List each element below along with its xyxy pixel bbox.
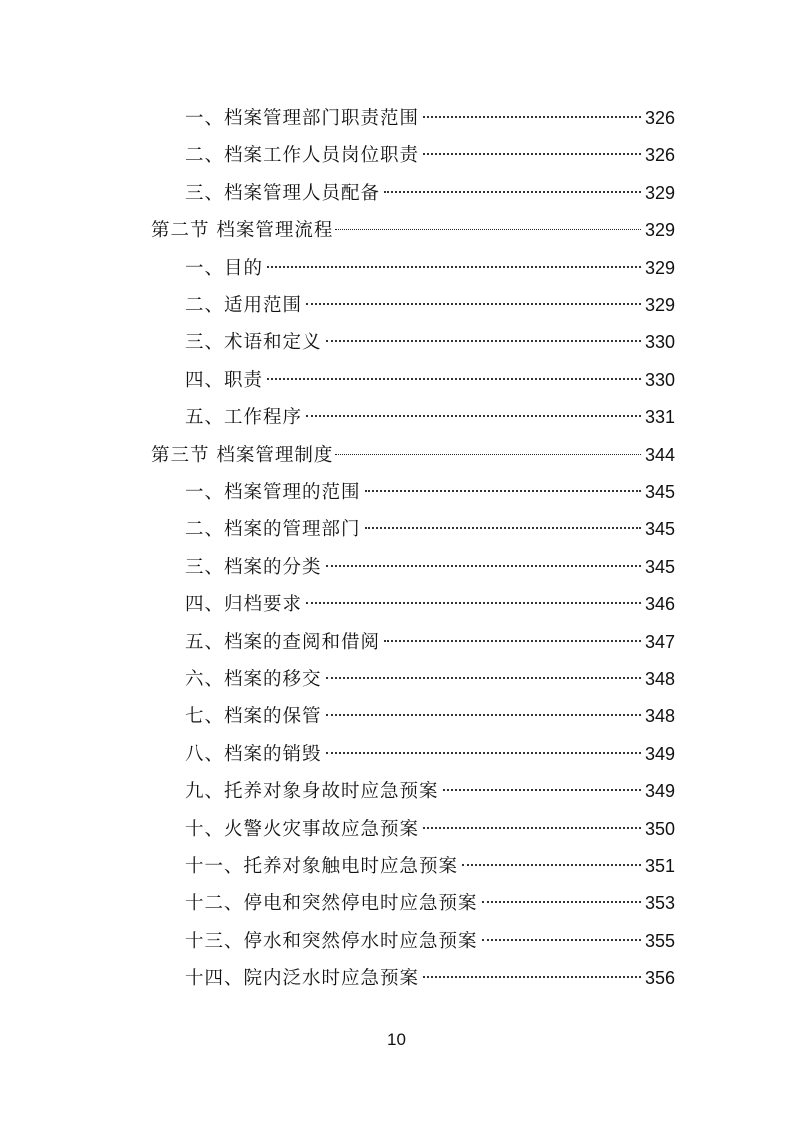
toc-entry-page: 330 — [644, 332, 675, 353]
toc-section-entry — [151, 437, 675, 474]
toc-entry — [185, 885, 675, 922]
toc-entry — [185, 736, 675, 773]
toc-entry — [185, 773, 675, 810]
toc-entry-page: 348 — [644, 706, 675, 727]
toc-entry-page: 345 — [644, 519, 675, 540]
dot-leader — [306, 415, 641, 417]
toc-entry-title: 十三、停水和突然停水时应急预案 — [185, 930, 478, 952]
toc-entry-title: 一、档案管理部门职责范围 — [185, 108, 420, 129]
toc-entry-title: 三、术语和定义 — [185, 332, 322, 354]
toc-entry — [185, 175, 675, 212]
toc-entry-title: 二、档案工作人员岗位职责 — [185, 145, 420, 167]
toc-entry-page: 329 — [644, 220, 675, 241]
dot-leader — [423, 976, 641, 978]
toc-entry — [185, 511, 675, 548]
toc-entry-title: 五、工作程序 — [185, 407, 303, 429]
toc-entry-page: 349 — [644, 781, 675, 802]
toc-entry-page: 331 — [644, 407, 675, 428]
toc-entry-page: 329 — [644, 295, 675, 315]
toc-entry — [185, 362, 675, 399]
dot-leader — [306, 602, 641, 604]
toc-entry-title: 九、托养对象身故时应急预案 — [185, 781, 439, 803]
toc-entry — [185, 250, 675, 287]
toc-entry-page: 348 — [644, 669, 675, 689]
dot-leader — [443, 789, 641, 791]
toc-entry-title: 第三节 档案管理制度 — [151, 444, 334, 466]
dot-leader — [423, 153, 641, 155]
dot-leader — [462, 864, 641, 866]
dot-leader — [326, 565, 641, 567]
toc-entry — [185, 661, 675, 698]
toc-entry — [185, 811, 675, 848]
dot-leader — [423, 827, 641, 829]
toc-entry-title: 七、档案的保管 — [185, 706, 322, 728]
dot-leader — [267, 266, 641, 268]
toc-entry-title: 十四、院内泛水时应急预案 — [185, 968, 420, 990]
toc-entry-page: 355 — [644, 930, 675, 951]
toc-entry-page: 326 — [644, 145, 675, 166]
toc-entry — [185, 848, 675, 885]
dot-leader — [326, 340, 641, 342]
toc-entry-title: 一、目的 — [185, 257, 264, 279]
page-number: 10 — [387, 1030, 406, 1049]
dot-leader — [423, 116, 641, 118]
toc-entry-page: 326 — [644, 108, 675, 128]
toc-entry-page: 345 — [644, 482, 675, 502]
toc-entry — [185, 474, 675, 511]
toc-entry-title: 六、档案的移交 — [185, 669, 322, 690]
dot-leader — [267, 378, 641, 380]
toc-entry — [185, 624, 675, 661]
toc-entry-title: 二、档案的管理部门 — [185, 519, 361, 541]
toc-entry-title: 十一、托养对象触电时应急预案 — [185, 856, 459, 877]
toc-entry-page: 347 — [644, 631, 675, 652]
toc-entry — [185, 399, 675, 436]
dot-leader — [335, 454, 641, 455]
dot-leader — [365, 527, 641, 529]
toc-entry-page: 350 — [644, 818, 675, 839]
toc-entry-page: 346 — [644, 594, 675, 615]
toc-entry — [185, 698, 675, 735]
toc-entry-title: 三、档案管理人员配备 — [185, 182, 381, 204]
toc-entry — [185, 100, 675, 137]
toc-entry-title: 十、火警火灾事故应急预案 — [185, 818, 420, 840]
dot-leader — [326, 714, 641, 716]
toc-entry-page: 345 — [644, 556, 675, 577]
toc-entry-title: 五、档案的查阅和借阅 — [185, 631, 381, 653]
toc-entry-title: 二、适用范围 — [185, 295, 303, 316]
toc-entry-title: 四、职责 — [185, 369, 264, 391]
dot-leader — [326, 677, 641, 679]
toc-entry — [185, 923, 675, 960]
toc-entry-page: 329 — [644, 257, 675, 278]
toc-section-entry — [151, 212, 675, 249]
dot-leader — [384, 191, 641, 193]
toc-entry-title: 十二、停电和突然停电时应急预案 — [185, 893, 478, 915]
toc-entry-page: 353 — [644, 893, 675, 914]
toc-entry-page: 344 — [644, 444, 675, 465]
dot-leader — [482, 901, 641, 903]
toc-entry-page: 329 — [644, 182, 675, 203]
dot-leader — [326, 752, 641, 754]
dot-leader — [335, 229, 641, 230]
dot-leader — [365, 490, 641, 492]
toc-entry-page: 349 — [644, 743, 675, 764]
toc-entry — [185, 137, 675, 174]
toc-entry-title: 三、档案的分类 — [185, 556, 322, 578]
toc-entry-page: 356 — [644, 968, 675, 989]
toc-entry — [185, 549, 675, 586]
toc-entry-page: 330 — [644, 369, 675, 390]
toc-entry — [185, 960, 675, 997]
toc-entry-title: 四、归档要求 — [185, 594, 303, 616]
toc-entry-title: 第二节 档案管理流程 — [151, 220, 334, 242]
dot-leader — [306, 303, 641, 305]
toc-entry — [185, 324, 675, 361]
toc-entry-title: 八、档案的销毁 — [185, 743, 322, 765]
dot-leader — [482, 939, 641, 941]
toc-entry-page: 351 — [644, 856, 675, 876]
toc-entry — [185, 287, 675, 324]
toc-entry — [185, 586, 675, 623]
dot-leader — [384, 640, 641, 642]
toc-entry-title: 一、档案管理的范围 — [185, 482, 361, 503]
